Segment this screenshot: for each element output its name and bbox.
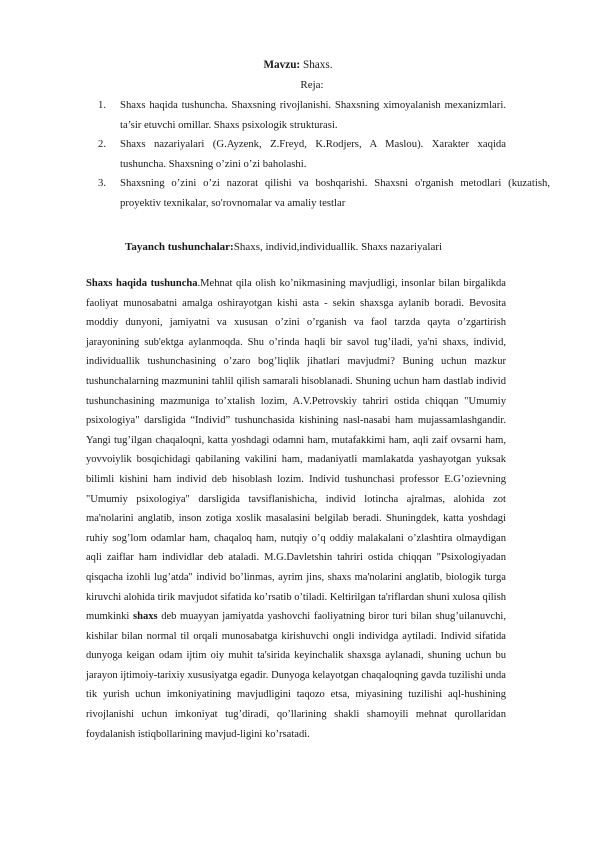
topic-heading: [0, 58, 596, 72]
key-concepts-value: Shaxs, individ,individuallik. Shaxs nazariyalari: [233, 241, 443, 253]
plan-item-text: Shaxs nazariyalari (G.Ayzenk, Z.Freyd, K.Rodjers, A Maslou). Xarakter xaqida tushuncha. Shaxsning o’zini o’zi baholashi.: [120, 138, 506, 170]
topic-value: Shaxs.: [300, 59, 333, 71]
body-lead-heading: Shaxs haqida tushuncha: [86, 278, 198, 289]
plan-item-text: Shaxsning o’zini o’zi nazorat qilishi va boshqarishi. Shaxsni o'rganish metodlari (kuzatish, proyektiv texnikalar, so'rovnomalar va amaliy testlar: [120, 177, 550, 209]
body-text-part-1: .Mehnat qila olish ko’nikmasining mavjudligi, insonlar bilan birgalikda faoliyat munosabatni amalga oshirayotgan kishi asta - sekin shaxsga aylanib boradi. Bevosita moddiy dunyoni, jamiyatni va xususan o’zini o’rganish va faol tarzda qayta o’zgartirish jarayonining sub'ektga aylanmoqda. Shu o’rinda haqli bir savol tug’iladi, ya'ni shaxs, individ, individuallik tushunchasining o’zaro bog’liqlik jihatlari mavjudmi? Buning uchun mazkur tushunchalarning mazmunini tahlil qilish samarali hisoblanadi. Shuning uchun ham dastlab individ tushunchasining mazmuniga to’xtalish lozim, A.V.Petrovskiy tahriri ostida chiqqan "Umumiy psixologiya" darsligida “Individ” tushunchasida kishining nasl-nasabi ham mujassamlashgandir. Yangi tug’ilgan chaqaloqni, katta yoshdagi odamni ham, mutafakkimi ham, aqli zaif ovsarni ham, yovvoiylik bosqichidagi qabilaning vakilini ham, madaniyatli mamlakatda yashayotgan yuksak bilimli kishini ham individ deb hisoblash lozim. Individ tushunchasi professor E.G’ozievning "Umumiy psixologiya" darsligida tavsiflanishicha, individ lotincha ajralmas, alohida zot ma'nolarini anglatib, inson zotiga xoslik masalasini belgilab beradi. Shuningdek, katta yoshdagi ruhiy sog’lom odamlar ham, chaqaloq ham, nutqiy o’q oddiy malakalani o’zlashtira olmaydigan aqli zaiflar ham individlar deb ataladi. M.G.Davletshin tahriri ostida chiqqan "Psixologiyadan qisqacha izohli lug’atda" individ bo’linmas, ayrim jins, shaxs ma'nolarini anglatib, biologik turga kiruvchi alohida tirik mavjudot sifatida ko’rsatib o’tiladi. Keltirilgan ta'riflardan shuni xulosa qilish mumkinki: [86, 278, 506, 623]
topic-label: Mavzu:: [263, 59, 301, 71]
plan-item: [98, 96, 506, 135]
plan-item-text: Shaxs haqida tushuncha. Shaxsning rivojlanishi. Shaxsning ximoyalanish mexanizmlari. ta’sir etuvchi omillar. Shaxs psixologik strukturasi.: [120, 99, 506, 131]
plan-item-number: 3.: [98, 177, 107, 190]
plan-item: [98, 135, 506, 174]
body-paragraph: [86, 274, 506, 744]
key-concepts-label: Tayanch tushunchalar:: [125, 241, 234, 253]
plan-heading: Reja:: [300, 79, 324, 91]
plan-item-number: 2.: [98, 138, 107, 151]
plan-item: [98, 174, 550, 213]
body-bold-term: shaxs: [132, 611, 158, 623]
plan-list: [98, 96, 550, 214]
body-text-part-2: deb muayyan jamiyatda yashovchi faoliyatning biror turi bilan shug’uilanuvchi, kishilar bilan normal til orqali munosabatga kirishuvchi ongli individga aytiladi. Individ sifatida dunyoga keigan odam ijtim oiy muhit ta'sirida keyinchalik shaxsga aylanadi, shuning uchun bu jarayon ijtimoiy-tarixiy xususiyatga egadir. Dunyoga kelayotgan chaqaloqning gavda tuzilishi unda tik yurish uchun imkoniyatining mavjudligini taqozo etsa, miyasining tuzilishi aql-hushining rivojlanishi uchun imkoniyat tug’diradi, qo’llarining shakli shamoyili mehnat qurollaridan foydalanish istiqbollarining mavjud-ligini ko’rsatadi.: [86, 611, 507, 740]
key-concepts: [125, 240, 545, 254]
plan-item-number: 1.: [98, 99, 107, 111]
